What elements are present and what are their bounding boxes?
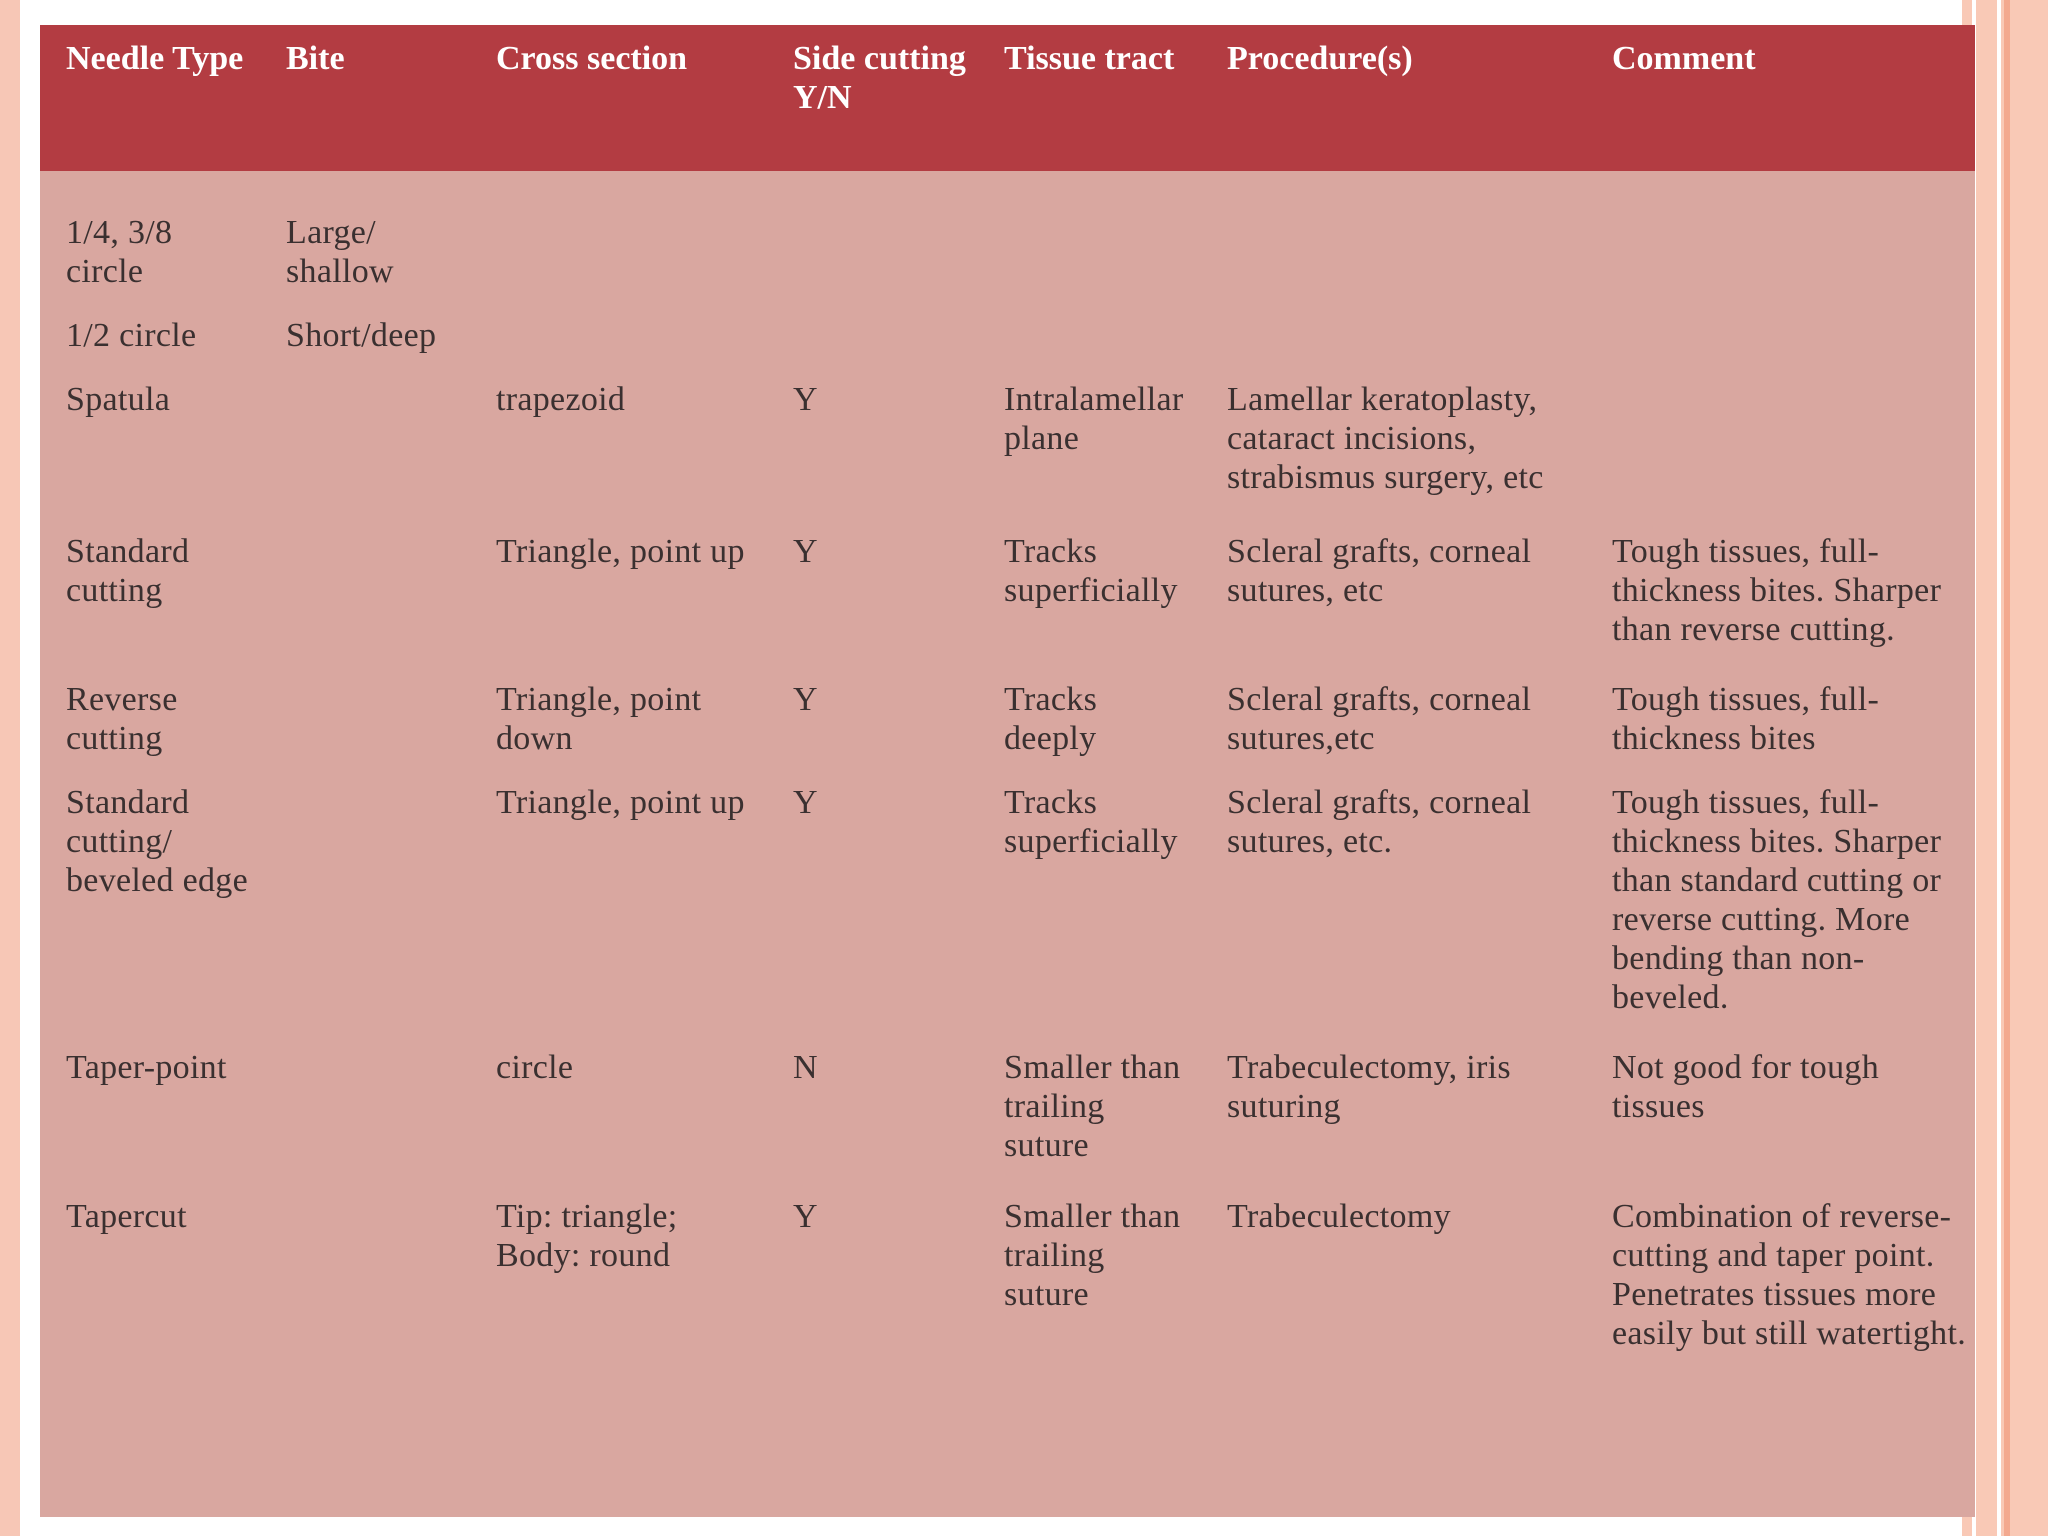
cell-side-cutting: Y — [793, 381, 818, 418]
table-row — [40, 497, 1975, 649]
cell-cross-section: trapezoid — [496, 381, 626, 418]
header-procedures: Procedure(s) — [1227, 40, 1413, 77]
header-cross-section: Cross section — [496, 40, 688, 77]
cell-needle-type: Standard cutting — [66, 533, 190, 609]
cell-bite — [260, 1017, 470, 1165]
cell-comment: Tough tissues, full-thickness bites. Sharper than reverse cutting. — [1612, 533, 1942, 648]
cell-procedures — [1201, 171, 1586, 291]
cell-tissue-tract — [978, 291, 1201, 356]
cell-needle-type: 1/4, 3/8 circle — [66, 214, 173, 290]
cell-procedures: Scleral grafts, corneal sutures,etc — [1227, 681, 1532, 757]
cell-side-cutting — [767, 171, 978, 291]
left-border-line — [20, 0, 23, 1536]
header-needle-type: Needle Type — [66, 40, 244, 77]
cell-cross-section: Triangle, point up — [496, 784, 745, 821]
cell-comment — [1586, 291, 1975, 356]
cell-cross-section: Triangle, point down — [496, 681, 702, 757]
table-row — [40, 356, 1975, 497]
cell-bite: Large/ shallow — [286, 214, 394, 290]
cell-comment: Combination of reverse-cutting and taper point. Penetrates tissues more easily but still watertight. — [1612, 1198, 1967, 1352]
cell-needle-type: Taper-point — [66, 1049, 227, 1086]
cell-procedures — [1201, 291, 1586, 356]
header-side-cutting: Side cutting Y/N — [793, 40, 966, 116]
header-bite: Bite — [286, 40, 345, 77]
cell-bite — [260, 758, 470, 1017]
cell-bite — [260, 497, 470, 649]
left-border-decoration — [0, 0, 20, 1536]
cell-bite — [260, 356, 470, 497]
cell-cross-section: circle — [496, 1049, 574, 1086]
cell-comment: Tough tissues, full-thickness bites. Sharper than standard cutting or reverse cutting. More bending than non-beveled. — [1612, 784, 1942, 1016]
cell-tissue-tract: Smaller than trailing suture — [1004, 1049, 1181, 1164]
cell-side-cutting — [767, 291, 978, 356]
table-row — [40, 171, 1975, 291]
cell-procedures: Trabeculectomy — [1227, 1198, 1451, 1235]
table-row — [40, 649, 1975, 758]
cell-needle-type: Tapercut — [66, 1198, 187, 1235]
cell-side-cutting: Y — [793, 681, 818, 718]
cell-side-cutting: Y — [793, 533, 818, 570]
table-row — [40, 1165, 1975, 1373]
needle-table-container — [40, 25, 1975, 1517]
right-border-line — [2004, 0, 2010, 1536]
cell-bite — [260, 1165, 470, 1373]
right-border-line — [1997, 0, 2001, 1536]
cell-side-cutting: Y — [793, 1198, 818, 1235]
cell-side-cutting: N — [793, 1049, 818, 1086]
cell-comment: Tough tissues, full-thickness bites — [1612, 681, 1880, 757]
cell-cross-section — [470, 171, 767, 291]
cell-cross-section: Tip: triangle; Body: round — [496, 1198, 678, 1274]
header-row — [40, 25, 1975, 171]
cell-bite: Short/deep — [286, 317, 437, 354]
cell-procedures: Scleral grafts, corneal sutures, etc. — [1227, 784, 1532, 860]
cell-procedures: Trabeculectomy, iris suturing — [1227, 1049, 1511, 1125]
cell-tissue-tract — [978, 171, 1201, 291]
needle-types-table — [40, 25, 1975, 1373]
cell-procedures: Scleral grafts, corneal sutures, etc — [1227, 533, 1532, 609]
table-row — [40, 758, 1975, 1017]
cell-tissue-tract: Intralamellar plane — [1004, 381, 1184, 457]
cell-tissue-tract: Tracks superficially — [1004, 533, 1178, 609]
header-tissue-tract: Tissue tract — [1004, 40, 1175, 77]
cell-comment: Not good for tough tissues — [1612, 1049, 1879, 1125]
cell-cross-section: Triangle, point up — [496, 533, 745, 570]
cell-tissue-tract: Tracks deeply — [1004, 681, 1098, 757]
cell-needle-type: Reverse cutting — [66, 681, 178, 757]
cell-procedures: Lamellar keratoplasty, cataract incisions, strabismus surgery, etc — [1227, 381, 1544, 496]
table-header — [40, 25, 1975, 171]
table-row — [40, 291, 1975, 356]
cell-bite — [260, 649, 470, 758]
table-body — [40, 171, 1975, 1373]
table-row — [40, 1017, 1975, 1165]
cell-needle-type: 1/2 circle — [66, 317, 197, 354]
header-comment: Comment — [1612, 40, 1756, 77]
cell-comment — [1586, 356, 1975, 497]
cell-side-cutting: Y — [793, 784, 818, 821]
cell-comment — [1586, 171, 1975, 291]
cell-tissue-tract: Tracks superficially — [1004, 784, 1178, 860]
cell-needle-type: Spatula — [66, 381, 171, 418]
cell-needle-type: Standard cutting/ beveled edge — [66, 784, 249, 899]
cell-tissue-tract: Smaller than trailing suture — [1004, 1198, 1181, 1313]
cell-cross-section — [470, 291, 767, 356]
